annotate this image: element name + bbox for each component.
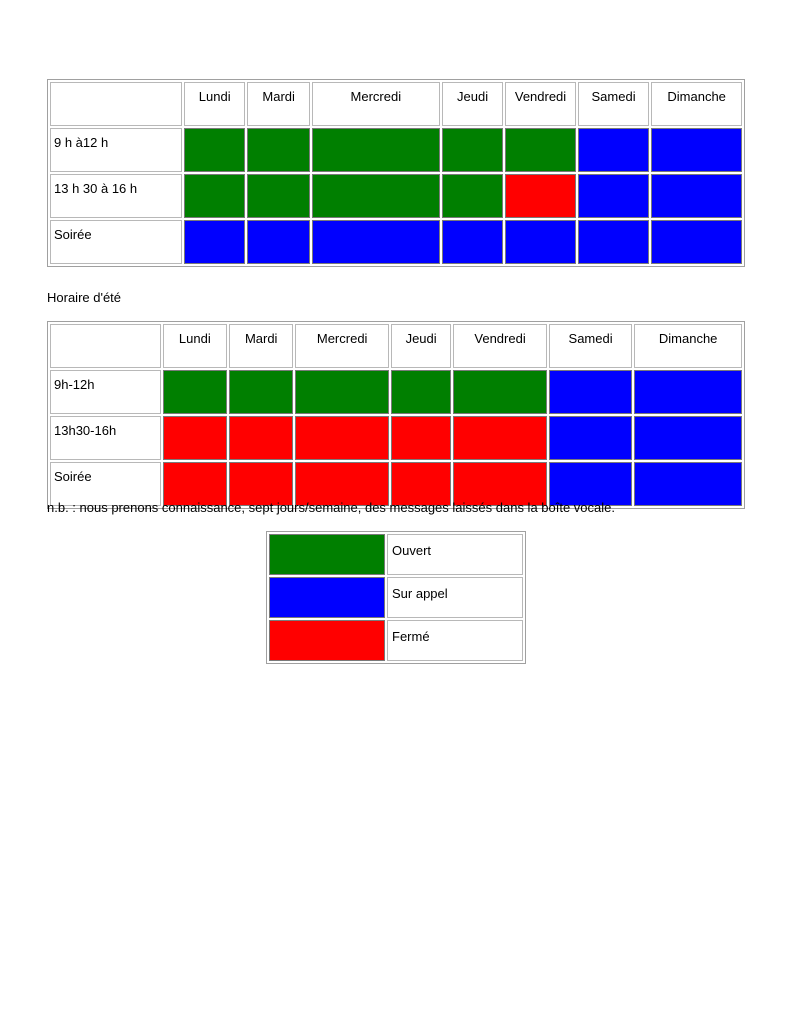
header-corner-cell bbox=[50, 324, 161, 368]
table-row bbox=[50, 128, 742, 172]
schedule-table-regular bbox=[47, 79, 745, 267]
status-cell bbox=[247, 128, 309, 172]
status-cell bbox=[578, 174, 650, 218]
status-cell bbox=[578, 220, 650, 264]
day-header: Vendredi bbox=[453, 324, 547, 368]
voicemail-note: n.b. : nous prenons connaissance, sept jours/semaine, des messages laissés dans la boîte vocale. bbox=[47, 500, 615, 515]
status-cell bbox=[453, 370, 547, 414]
status-cell bbox=[184, 174, 245, 218]
table-row bbox=[50, 416, 742, 460]
time-slot-label: 13 h 30 à 16 h bbox=[50, 174, 182, 218]
status-cell bbox=[505, 128, 576, 172]
legend-row bbox=[269, 534, 523, 575]
table-header-row bbox=[50, 82, 742, 126]
day-header: Mardi bbox=[247, 82, 309, 126]
time-slot-label: 9h-12h bbox=[50, 370, 161, 414]
table-header-row bbox=[50, 324, 742, 368]
time-slot-label: 9 h à12 h bbox=[50, 128, 182, 172]
status-cell bbox=[578, 128, 650, 172]
status-cell bbox=[651, 220, 742, 264]
status-cell bbox=[163, 370, 227, 414]
day-header: Mercredi bbox=[312, 82, 440, 126]
day-header: Vendredi bbox=[505, 82, 576, 126]
day-header: Dimanche bbox=[651, 82, 742, 126]
status-cell bbox=[442, 174, 503, 218]
status-cell bbox=[184, 128, 245, 172]
status-cell bbox=[442, 128, 503, 172]
legend-table bbox=[266, 531, 526, 664]
status-cell bbox=[247, 220, 309, 264]
legend-swatch-open bbox=[269, 534, 385, 575]
day-header: Mardi bbox=[229, 324, 293, 368]
status-cell bbox=[163, 416, 227, 460]
status-cell bbox=[391, 416, 451, 460]
day-header: Lundi bbox=[184, 82, 245, 126]
schedule-table-summer bbox=[47, 321, 745, 509]
status-cell bbox=[229, 370, 293, 414]
legend-swatch-on-call bbox=[269, 577, 385, 618]
day-header: Lundi bbox=[163, 324, 227, 368]
time-slot-label: Soirée bbox=[50, 220, 182, 264]
time-slot-label: 13h30-16h bbox=[50, 416, 161, 460]
status-cell bbox=[453, 416, 547, 460]
day-header: Samedi bbox=[578, 82, 650, 126]
status-cell bbox=[549, 416, 632, 460]
table-row bbox=[50, 220, 742, 264]
status-cell bbox=[634, 462, 742, 506]
status-cell bbox=[312, 128, 440, 172]
legend-label: Sur appel bbox=[387, 577, 523, 618]
status-cell bbox=[634, 416, 742, 460]
legend-label: Ouvert bbox=[387, 534, 523, 575]
table-row bbox=[50, 174, 742, 218]
status-cell bbox=[634, 370, 742, 414]
status-cell bbox=[184, 220, 245, 264]
status-cell bbox=[229, 416, 293, 460]
status-cell bbox=[295, 370, 389, 414]
day-header: Jeudi bbox=[391, 324, 451, 368]
status-cell bbox=[247, 174, 309, 218]
table-row bbox=[50, 370, 742, 414]
status-cell bbox=[295, 416, 389, 460]
day-header: Samedi bbox=[549, 324, 632, 368]
status-cell bbox=[442, 220, 503, 264]
legend-swatch-closed bbox=[269, 620, 385, 661]
status-cell bbox=[312, 220, 440, 264]
status-cell bbox=[505, 174, 576, 218]
status-cell bbox=[312, 174, 440, 218]
status-cell bbox=[549, 370, 632, 414]
legend-row bbox=[269, 577, 523, 618]
time-slot-label: Soirée bbox=[50, 462, 161, 506]
day-header: Mercredi bbox=[295, 324, 389, 368]
status-cell bbox=[651, 174, 742, 218]
day-header: Jeudi bbox=[442, 82, 503, 126]
legend-row bbox=[269, 620, 523, 661]
status-cell bbox=[505, 220, 576, 264]
status-cell bbox=[391, 370, 451, 414]
day-header: Dimanche bbox=[634, 324, 742, 368]
header-corner-cell bbox=[50, 82, 182, 126]
status-cell bbox=[651, 128, 742, 172]
legend-label: Fermé bbox=[387, 620, 523, 661]
summer-schedule-title: Horaire d'été bbox=[47, 290, 122, 305]
